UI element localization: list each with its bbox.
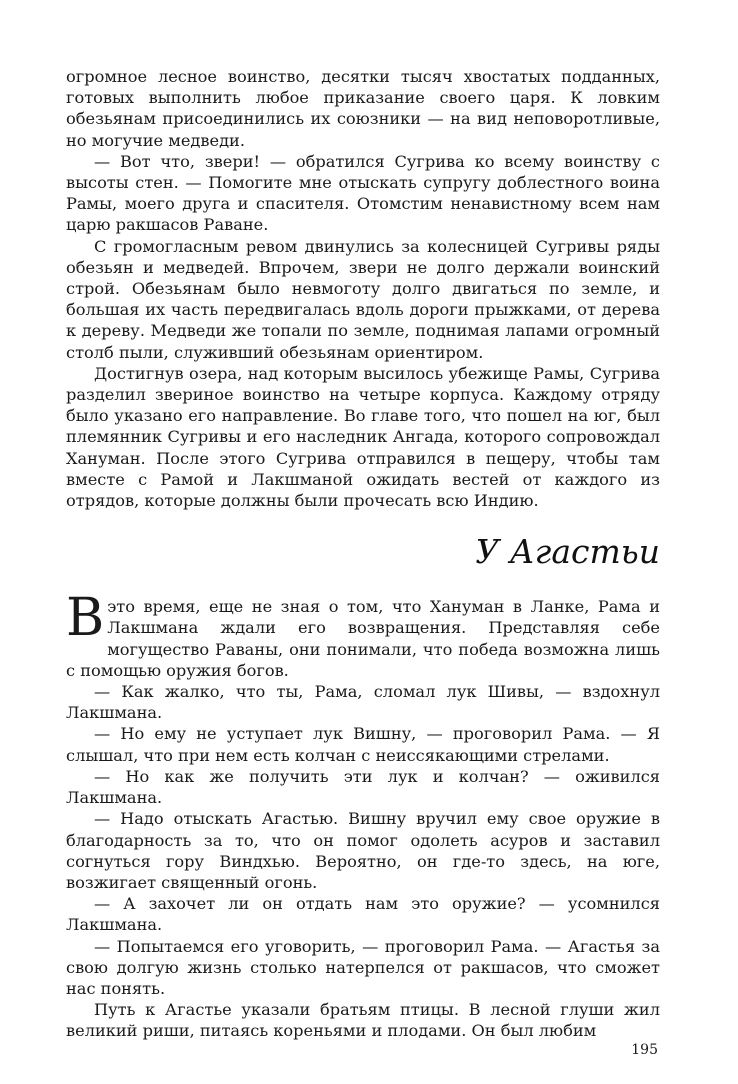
- paragraph: — А захочет ли он отдать нам это оружие? — усомнился Лакшмана.: [66, 894, 660, 935]
- paragraph: — Как жалко, что ты, Рама, сломал лук Шивы, — вздохнул Лакшмана.: [66, 682, 660, 723]
- paragraph: — Вот что, звери! — обратился Сугрива ко всему воинству с высоты стен. — Помогите мне отыскать супругу доблестного воина Рамы, моего друга и спасителя. Отомстим ненавистному всем нам царю ракшасов Раване.: [66, 151, 660, 235]
- section-one: [66, 66, 660, 511]
- paragraph: — Надо отыскать Агастью. Вишну вручил ему свое оружие в благодарность за то, что он помог одолеть асуров и заставил согнуться гору Виндхью. Вероятно, он где-то здесь, на юге, возжигает священный огонь.: [66, 809, 660, 892]
- paragraph: огромное лесное воинство, десятки тысяч хвостатых подданных, готовых выполнить любое приказание своего царя. К ловким обезьянам присоединились их союзники — на вид неповоротливые, но могучие медведи.: [66, 67, 660, 150]
- paragraph: С громогласным ревом двинулись за колесницей Сугривы ряды обезьян и медведей. Впрочем, звери не долго держали воинский строй. Обезьянам было невмоготу долго двигаться по земле, и большая их часть передвигалась вдоль дороги прыжками, от дерева к дереву. Медведи же топали по земле, поднимая лапами огромный столб пыли, служивший обезьянам ориентиром.: [66, 236, 660, 362]
- paragraph: — Попытаемся его уговорить, — проговорил Рама. — Агастья за свою долгую жизнь столько натерпелся от ракшасов, что сможет нас понять.: [66, 936, 660, 998]
- paragraph: — Но ему не уступает лук Вишну, — проговорил Рама. — Я слышал, что при нем есть колчан с неиссякающими стрелами.: [66, 724, 660, 765]
- paragraph: Достигнув озера, над которым высилось убежище Рамы, Сугрива разделил звериное воинство на четыре корпуса. Каждому отряду было указано его направление. Во главе того, что пошел на юг, был племянник Сугривы и его наследник Ангада, которого сопровождал Хануман. После этого Сугрива отправился в пещеру, чтобы там вместе с Рамой и Лакшманой ожидать вестей от каждого из отрядов, которые должны были прочесать всю Индию.: [66, 363, 660, 511]
- section-two: [66, 588, 660, 1041]
- chapter-title: У Агастьи: [475, 532, 660, 572]
- paragraph: Путь к Агастье указали братьям птицы. В лесной глуши жил великий риши, питаясь кореньями и плодами. Он был любим: [66, 1000, 660, 1041]
- paragraph-with-dropcap: [66, 588, 660, 681]
- drop-cap: В: [66, 588, 105, 649]
- page-number: 195: [631, 1042, 658, 1058]
- page-body: [66, 66, 660, 1042]
- paragraph-text: это время, еще не зная о том, что Хануман в Ланке, Рама и Лакшмана ждали его возвращения. Представляя себе могущество Раваны, они понимали, что победа возможна лишь с помощью оружия богов.: [66, 597, 660, 680]
- paragraph: — Но как же получить эти лук и колчан? — оживился Лакшмана.: [66, 766, 660, 808]
